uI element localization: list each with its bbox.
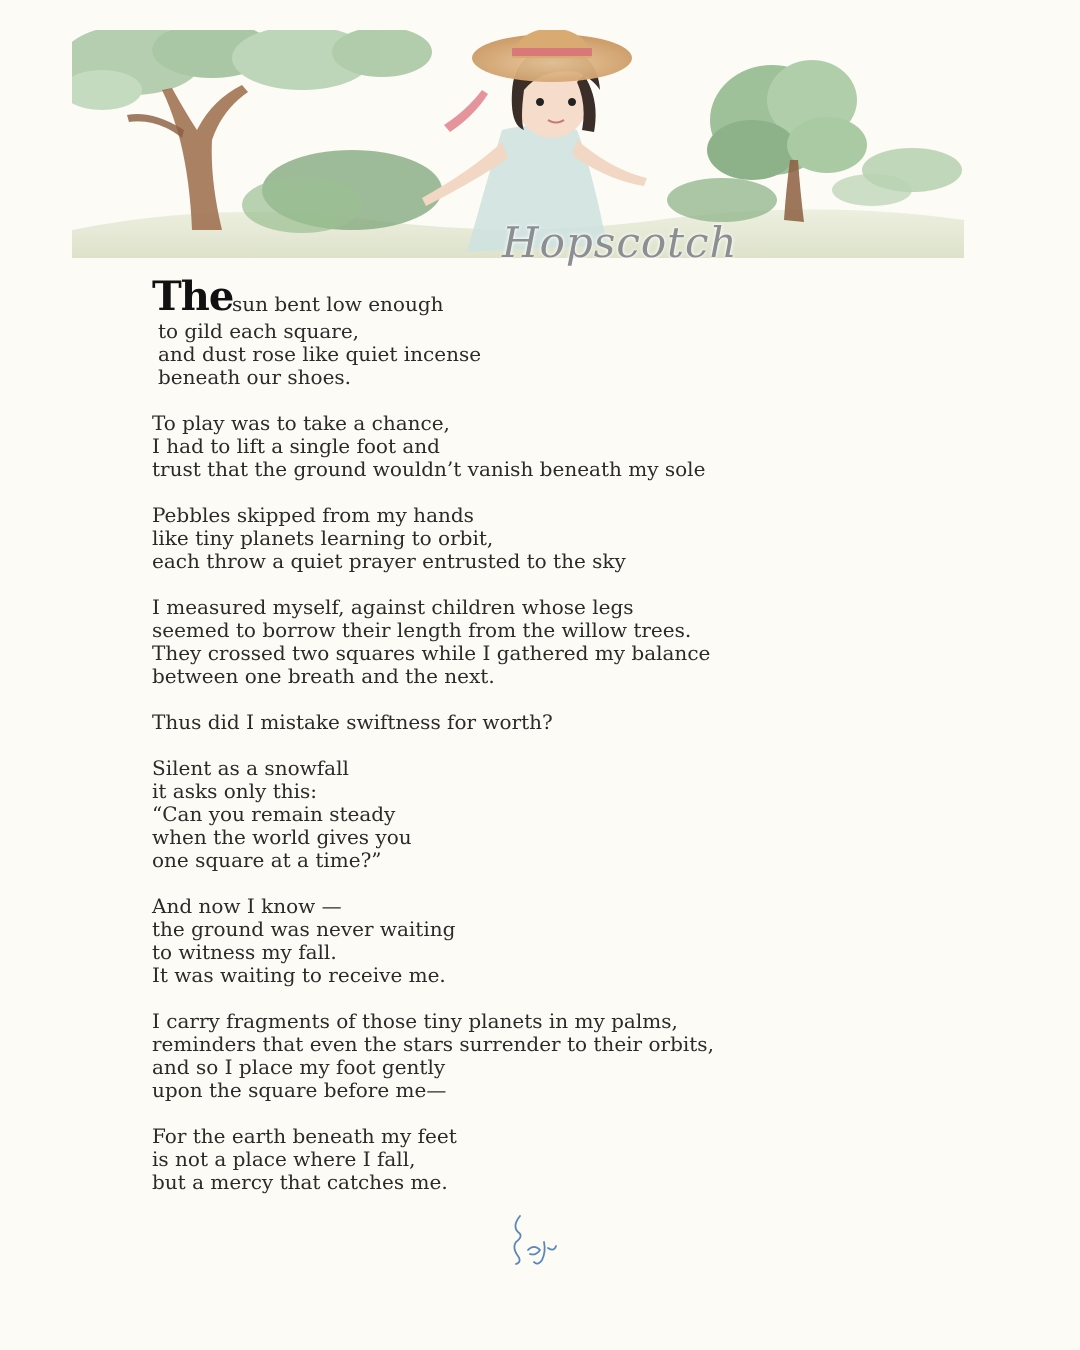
poem-line: It was waiting to receive me.	[152, 963, 446, 987]
poem-line: Silent as a snowfall	[152, 756, 349, 780]
poem-line: and so I place my foot gently	[152, 1055, 446, 1079]
header-illustration	[72, 30, 964, 267]
stanza-8	[152, 1010, 872, 1102]
stanza-9	[152, 1125, 872, 1194]
stanza-7	[152, 895, 872, 987]
first-line-text: sun bent low enough	[232, 292, 444, 316]
poem-line: but a mercy that catches me.	[152, 1170, 448, 1194]
poem-line: seemed to borrow their length from the willow trees.	[152, 618, 692, 642]
stanza-5	[152, 711, 872, 734]
stanza-2	[152, 412, 872, 481]
poem-line: And now I know —	[152, 894, 342, 918]
poem-line: Thus did I mistake swiftness for worth?	[152, 710, 553, 734]
drop-cap-word: The	[152, 273, 234, 320]
stanza-4	[152, 596, 872, 688]
poem-line: when the world gives you	[152, 825, 412, 849]
poem-line: to gild each square,	[158, 319, 360, 343]
poem-line: to witness my fall.	[152, 940, 337, 964]
poem-line: it asks only this:	[152, 779, 318, 803]
poem-line: like tiny planets learning to orbit,	[152, 526, 494, 550]
poem-line: one square at a time?”	[152, 848, 382, 872]
poem-line: Pebbles skipped from my hands	[152, 503, 474, 527]
first-line	[152, 274, 872, 320]
poem-title: Hopscotch	[502, 218, 738, 267]
stanza-1	[152, 274, 872, 389]
signature-icon	[508, 1212, 564, 1268]
stanza-3	[152, 504, 872, 573]
poem-line: For the earth beneath my feet	[152, 1124, 457, 1148]
poem-line: reminders that even the stars surrender to their orbits,	[152, 1032, 714, 1056]
poem-line: beneath our shoes.	[158, 365, 352, 389]
poem-line: and dust rose like quiet incense	[158, 342, 482, 366]
poem-line: trust that the ground wouldn’t vanish beneath my sole	[152, 457, 706, 481]
poem-line: between one breath and the next.	[152, 664, 495, 688]
poem-line: each throw a quiet prayer entrusted to the sky	[152, 549, 626, 573]
poem-line: They crossed two squares while I gathered my balance	[152, 641, 711, 665]
poem-line: is not a place where I fall,	[152, 1147, 416, 1171]
stanza-6	[152, 757, 872, 872]
poem-line: I measured myself, against children whose legs	[152, 595, 634, 619]
poem-line: I carry fragments of those tiny planets in my palms,	[152, 1009, 678, 1033]
poem-line: “Can you remain steady	[152, 802, 396, 826]
poem-line: the ground was never waiting	[152, 917, 456, 941]
poem-line: To play was to take a chance,	[152, 411, 450, 435]
poem-line: I had to lift a single foot and	[152, 434, 440, 458]
poem-body	[152, 274, 872, 1217]
poem-line: upon the square before me—	[152, 1078, 447, 1102]
